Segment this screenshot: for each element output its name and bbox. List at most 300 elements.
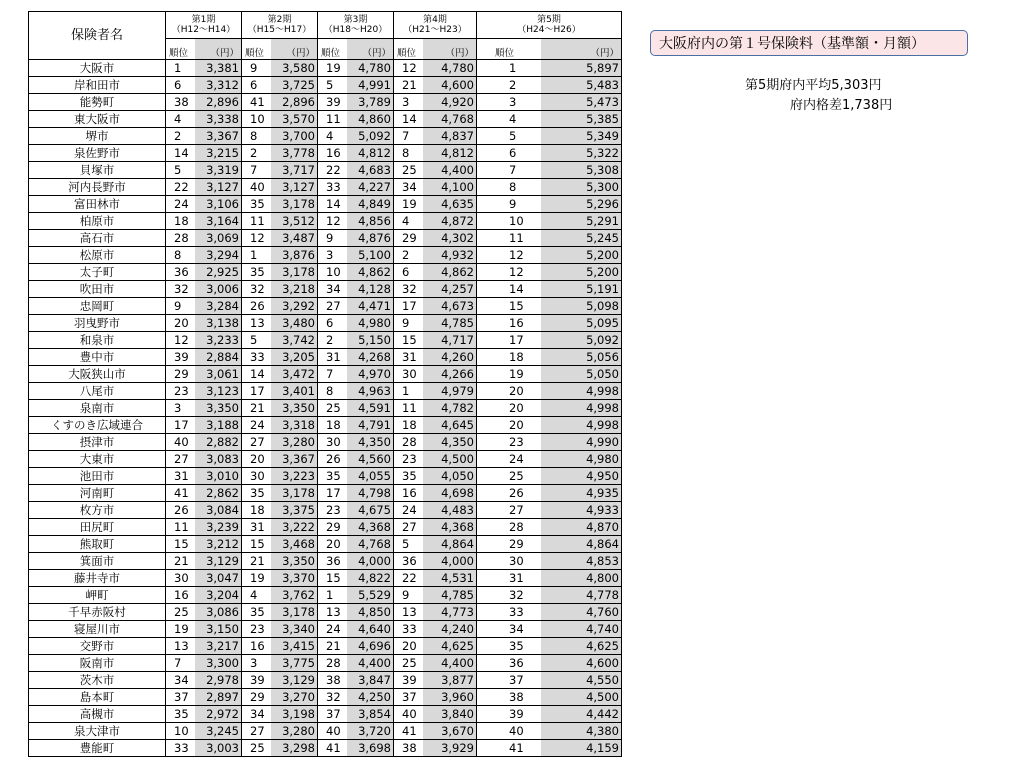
- p3-rank: 5: [318, 77, 347, 94]
- header-rank: 順位: [318, 39, 347, 60]
- table-row: [29, 519, 622, 536]
- p2-premium: 3,775: [271, 655, 318, 672]
- p4-rank: 24: [394, 502, 423, 519]
- p4-premium: 4,717: [423, 332, 477, 349]
- table-row: [29, 383, 622, 400]
- p5-rank: 26: [477, 485, 541, 502]
- p1-premium: 2,862: [195, 485, 242, 502]
- p5-premium: 4,998: [541, 400, 622, 417]
- p1-premium: 3,188: [195, 417, 242, 434]
- p3-rank: 12: [318, 213, 347, 230]
- p5-rank: 7: [477, 162, 541, 179]
- header-name: 保険者名: [29, 12, 166, 60]
- p3-premium: 4,970: [347, 366, 394, 383]
- p3-rank: 6: [318, 315, 347, 332]
- p4-rank: 33: [394, 621, 423, 638]
- table-row: [29, 247, 622, 264]
- p4-premium: 4,768: [423, 111, 477, 128]
- table-row: [29, 672, 622, 689]
- p3-rank: 20: [318, 536, 347, 553]
- p5-rank: 20: [477, 400, 541, 417]
- p2-rank: 39: [242, 672, 271, 689]
- p4-premium: 4,673: [423, 298, 477, 315]
- table-row: [29, 468, 622, 485]
- p5-premium: 5,050: [541, 366, 622, 383]
- insurer-name: 田尻町: [29, 519, 166, 536]
- p1-premium: 3,086: [195, 604, 242, 621]
- p2-premium: 3,725: [271, 77, 318, 94]
- p1-premium: 3,006: [195, 281, 242, 298]
- p2-premium: 3,178: [271, 264, 318, 281]
- p3-premium: 3,698: [347, 740, 394, 757]
- table-row: [29, 230, 622, 247]
- p4-rank: 27: [394, 519, 423, 536]
- insurer-name: 大阪市: [29, 60, 166, 77]
- p4-rank: 12: [394, 60, 423, 77]
- table-row: [29, 723, 622, 740]
- p5-rank: 41: [477, 740, 541, 757]
- p3-rank: 29: [318, 519, 347, 536]
- p2-rank: 15: [242, 536, 271, 553]
- p2-rank: 33: [242, 349, 271, 366]
- header-rank: 順位: [166, 39, 195, 60]
- p2-rank: 23: [242, 621, 271, 638]
- table-row: [29, 332, 622, 349]
- p5-premium: 5,483: [541, 77, 622, 94]
- p5-rank: 38: [477, 689, 541, 706]
- p1-premium: 2,882: [195, 434, 242, 451]
- p5-premium: 5,092: [541, 332, 622, 349]
- p3-rank: 15: [318, 570, 347, 587]
- p5-premium: 5,098: [541, 298, 622, 315]
- p1-rank: 33: [166, 740, 195, 757]
- insurer-name: 茨木市: [29, 672, 166, 689]
- p5-rank: 12: [477, 247, 541, 264]
- p1-rank: 14: [166, 145, 195, 162]
- p4-premium: 4,698: [423, 485, 477, 502]
- p2-premium: 3,570: [271, 111, 318, 128]
- p5-premium: 4,625: [541, 638, 622, 655]
- p5-rank: 31: [477, 570, 541, 587]
- insurer-name: 池田市: [29, 468, 166, 485]
- p4-premium: 4,864: [423, 536, 477, 553]
- p1-rank: 38: [166, 94, 195, 111]
- p4-premium: 4,483: [423, 502, 477, 519]
- insurer-name: 柏原市: [29, 213, 166, 230]
- table-row: [29, 94, 622, 111]
- p4-premium: 4,862: [423, 264, 477, 281]
- p3-premium: 4,876: [347, 230, 394, 247]
- p2-rank: 34: [242, 706, 271, 723]
- p4-rank: 6: [394, 264, 423, 281]
- p5-premium: 4,740: [541, 621, 622, 638]
- p2-premium: 3,415: [271, 638, 318, 655]
- p3-rank: 1: [318, 587, 347, 604]
- p3-rank: 14: [318, 196, 347, 213]
- p3-rank: 38: [318, 672, 347, 689]
- p5-rank: 32: [477, 587, 541, 604]
- p3-premium: 4,991: [347, 77, 394, 94]
- p3-rank: 22: [318, 162, 347, 179]
- p4-rank: 1: [394, 383, 423, 400]
- p4-premium: 4,979: [423, 383, 477, 400]
- p4-rank: 8: [394, 145, 423, 162]
- p3-rank: 41: [318, 740, 347, 757]
- p3-premium: 4,980: [347, 315, 394, 332]
- p4-premium: 4,400: [423, 655, 477, 672]
- table-row: [29, 689, 622, 706]
- chart-title-box: 大阪府内の第１号保険料（基準額・月額）: [650, 30, 968, 56]
- p2-premium: 3,468: [271, 536, 318, 553]
- p5-premium: 4,853: [541, 553, 622, 570]
- p3-rank: 7: [318, 366, 347, 383]
- table-row: [29, 213, 622, 230]
- p3-premium: 4,400: [347, 655, 394, 672]
- p5-premium: 4,380: [541, 723, 622, 740]
- p4-premium: 4,600: [423, 77, 477, 94]
- insurer-name: 豊中市: [29, 349, 166, 366]
- p3-rank: 3: [318, 247, 347, 264]
- p2-premium: 3,198: [271, 706, 318, 723]
- p4-rank: 30: [394, 366, 423, 383]
- p5-rank: 30: [477, 553, 541, 570]
- p4-premium: 4,368: [423, 519, 477, 536]
- p3-premium: 4,055: [347, 468, 394, 485]
- p2-premium: 2,896: [271, 94, 318, 111]
- p5-premium: 5,385: [541, 111, 622, 128]
- p3-premium: 4,268: [347, 349, 394, 366]
- p3-rank: 34: [318, 281, 347, 298]
- p1-premium: 3,245: [195, 723, 242, 740]
- p2-rank: 24: [242, 417, 271, 434]
- p1-rank: 31: [166, 468, 195, 485]
- p4-rank: 14: [394, 111, 423, 128]
- p5-rank: 11: [477, 230, 541, 247]
- table-row: [29, 485, 622, 502]
- p2-premium: 3,742: [271, 332, 318, 349]
- p5-premium: 5,296: [541, 196, 622, 213]
- p3-rank: 23: [318, 502, 347, 519]
- insurer-name: 箕面市: [29, 553, 166, 570]
- p3-premium: 4,849: [347, 196, 394, 213]
- p5-premium: 5,897: [541, 60, 622, 77]
- p2-premium: 3,178: [271, 196, 318, 213]
- p2-premium: 3,222: [271, 519, 318, 536]
- insurer-name: 寝屋川市: [29, 621, 166, 638]
- insurer-name: 東大阪市: [29, 111, 166, 128]
- p1-rank: 41: [166, 485, 195, 502]
- p5-rank: 1: [477, 60, 541, 77]
- p3-rank: 31: [318, 349, 347, 366]
- p3-premium: 4,822: [347, 570, 394, 587]
- insurer-name: 大阪狭山市: [29, 366, 166, 383]
- table-row: [29, 77, 622, 94]
- p4-premium: 4,260: [423, 349, 477, 366]
- p2-rank: 20: [242, 451, 271, 468]
- p3-premium: 3,854: [347, 706, 394, 723]
- p1-rank: 9: [166, 298, 195, 315]
- table-row: [29, 281, 622, 298]
- p5-premium: 4,800: [541, 570, 622, 587]
- p3-rank: 40: [318, 723, 347, 740]
- p5-rank: 40: [477, 723, 541, 740]
- p3-rank: 30: [318, 434, 347, 451]
- p3-premium: 4,227: [347, 179, 394, 196]
- p1-premium: 3,047: [195, 570, 242, 587]
- p1-premium: 2,896: [195, 94, 242, 111]
- p5-premium: 5,200: [541, 247, 622, 264]
- insurer-name: 泉大津市: [29, 723, 166, 740]
- table-row: [29, 60, 622, 77]
- p2-premium: 3,472: [271, 366, 318, 383]
- p1-premium: 2,978: [195, 672, 242, 689]
- p4-rank: 22: [394, 570, 423, 587]
- p4-premium: 3,960: [423, 689, 477, 706]
- p1-premium: 3,083: [195, 451, 242, 468]
- p3-premium: 4,250: [347, 689, 394, 706]
- p3-premium: 4,862: [347, 264, 394, 281]
- p2-premium: 3,178: [271, 604, 318, 621]
- premium-table: [28, 11, 622, 757]
- p4-premium: 3,877: [423, 672, 477, 689]
- p4-premium: 4,302: [423, 230, 477, 247]
- p3-rank: 18: [318, 417, 347, 434]
- p5-premium: 5,300: [541, 179, 622, 196]
- p2-premium: 3,778: [271, 145, 318, 162]
- p5-rank: 39: [477, 706, 541, 723]
- p3-premium: 4,780: [347, 60, 394, 77]
- insurer-name: 和泉市: [29, 332, 166, 349]
- p1-rank: 30: [166, 570, 195, 587]
- p1-premium: 3,123: [195, 383, 242, 400]
- p2-premium: 3,580: [271, 60, 318, 77]
- insurer-name: 藤井寺市: [29, 570, 166, 587]
- p1-rank: 28: [166, 230, 195, 247]
- p1-rank: 11: [166, 519, 195, 536]
- p5-premium: 4,864: [541, 536, 622, 553]
- table-row: [29, 145, 622, 162]
- p5-premium: 4,760: [541, 604, 622, 621]
- insurer-name: 貝塚市: [29, 162, 166, 179]
- p3-rank: 17: [318, 485, 347, 502]
- p5-premium: 4,159: [541, 740, 622, 757]
- p5-rank: 16: [477, 315, 541, 332]
- p3-premium: 5,100: [347, 247, 394, 264]
- p5-premium: 4,998: [541, 417, 622, 434]
- insurer-name: くすのき広域連合: [29, 417, 166, 434]
- p4-premium: 4,400: [423, 162, 477, 179]
- p1-premium: 3,061: [195, 366, 242, 383]
- p2-rank: 5: [242, 332, 271, 349]
- table-row: [29, 417, 622, 434]
- p4-premium: 4,050: [423, 468, 477, 485]
- p3-rank: 21: [318, 638, 347, 655]
- p2-premium: 3,127: [271, 179, 318, 196]
- p1-rank: 29: [166, 366, 195, 383]
- p5-rank: 36: [477, 655, 541, 672]
- p3-premium: 4,768: [347, 536, 394, 553]
- p3-rank: 25: [318, 400, 347, 417]
- p1-rank: 27: [166, 451, 195, 468]
- p3-rank: 24: [318, 621, 347, 638]
- p2-premium: 3,292: [271, 298, 318, 315]
- p1-premium: 3,217: [195, 638, 242, 655]
- p5-premium: 5,473: [541, 94, 622, 111]
- table-row: [29, 162, 622, 179]
- p4-premium: 3,840: [423, 706, 477, 723]
- p4-premium: 3,929: [423, 740, 477, 757]
- table-body: [29, 60, 622, 757]
- table-row: [29, 502, 622, 519]
- p4-rank: 18: [394, 417, 423, 434]
- p2-premium: 3,205: [271, 349, 318, 366]
- header-period-2: 第2期 （H15～H17）: [242, 12, 318, 39]
- p3-rank: 33: [318, 179, 347, 196]
- p1-premium: 3,204: [195, 587, 242, 604]
- p5-rank: 19: [477, 366, 541, 383]
- insurer-name: 豊能町: [29, 740, 166, 757]
- p5-rank: 37: [477, 672, 541, 689]
- p3-premium: 5,529: [347, 587, 394, 604]
- table-row: [29, 179, 622, 196]
- p3-premium: 4,560: [347, 451, 394, 468]
- p2-rank: 18: [242, 502, 271, 519]
- table-row: [29, 740, 622, 757]
- p3-premium: 5,150: [347, 332, 394, 349]
- p3-premium: 4,850: [347, 604, 394, 621]
- p4-premium: 4,785: [423, 587, 477, 604]
- p3-premium: 4,128: [347, 281, 394, 298]
- p3-premium: 4,683: [347, 162, 394, 179]
- p2-rank: 29: [242, 689, 271, 706]
- p5-rank: 2: [477, 77, 541, 94]
- header-yen: （円）: [423, 39, 477, 60]
- p4-premium: 4,350: [423, 434, 477, 451]
- p5-rank: 34: [477, 621, 541, 638]
- p3-premium: 4,791: [347, 417, 394, 434]
- p5-premium: 5,095: [541, 315, 622, 332]
- p1-premium: 3,084: [195, 502, 242, 519]
- p5-premium: 4,550: [541, 672, 622, 689]
- p4-rank: 4: [394, 213, 423, 230]
- p1-rank: 12: [166, 332, 195, 349]
- p3-premium: 3,720: [347, 723, 394, 740]
- header-rank: 順位: [394, 39, 423, 60]
- insurer-name: 羽曳野市: [29, 315, 166, 332]
- p5-rank: 12: [477, 264, 541, 281]
- insurer-name: 大東市: [29, 451, 166, 468]
- insurer-name: 岬町: [29, 587, 166, 604]
- p1-rank: 5: [166, 162, 195, 179]
- p2-premium: 3,270: [271, 689, 318, 706]
- p1-rank: 6: [166, 77, 195, 94]
- p3-premium: 4,471: [347, 298, 394, 315]
- p5-rank: 8: [477, 179, 541, 196]
- p1-premium: 3,312: [195, 77, 242, 94]
- p4-rank: 20: [394, 638, 423, 655]
- p2-rank: 4: [242, 587, 271, 604]
- p3-premium: 4,640: [347, 621, 394, 638]
- p2-premium: 3,318: [271, 417, 318, 434]
- p2-premium: 3,178: [271, 485, 318, 502]
- p4-rank: 7: [394, 128, 423, 145]
- p4-rank: 32: [394, 281, 423, 298]
- p4-premium: 4,920: [423, 94, 477, 111]
- p2-premium: 3,223: [271, 468, 318, 485]
- insurer-name: 阪南市: [29, 655, 166, 672]
- p2-rank: 35: [242, 485, 271, 502]
- insurer-name: 交野市: [29, 638, 166, 655]
- p5-rank: 15: [477, 298, 541, 315]
- p2-rank: 31: [242, 519, 271, 536]
- p5-rank: 20: [477, 417, 541, 434]
- p3-rank: 28: [318, 655, 347, 672]
- p3-premium: 4,856: [347, 213, 394, 230]
- p2-rank: 17: [242, 383, 271, 400]
- insurer-name: 泉南市: [29, 400, 166, 417]
- insurer-name: 高槻市: [29, 706, 166, 723]
- insurer-name: 熊取町: [29, 536, 166, 553]
- p1-premium: 3,212: [195, 536, 242, 553]
- p5-rank: 27: [477, 502, 541, 519]
- average-note: 第5期府内平均5,303円: [745, 78, 882, 93]
- p1-rank: 10: [166, 723, 195, 740]
- p3-premium: 4,675: [347, 502, 394, 519]
- p4-premium: 4,837: [423, 128, 477, 145]
- table-row: [29, 706, 622, 723]
- p5-premium: 4,778: [541, 587, 622, 604]
- p5-premium: 5,200: [541, 264, 622, 281]
- p2-rank: 19: [242, 570, 271, 587]
- p2-rank: 21: [242, 553, 271, 570]
- insurer-name: 島本町: [29, 689, 166, 706]
- p4-premium: 4,000: [423, 553, 477, 570]
- p2-rank: 3: [242, 655, 271, 672]
- p1-premium: 3,138: [195, 315, 242, 332]
- header-yen: （円）: [271, 39, 318, 60]
- p5-premium: 4,870: [541, 519, 622, 536]
- p1-rank: 3: [166, 400, 195, 417]
- table-row: [29, 451, 622, 468]
- p4-rank: 16: [394, 485, 423, 502]
- p4-premium: 4,500: [423, 451, 477, 468]
- p5-premium: 5,056: [541, 349, 622, 366]
- p5-premium: 5,291: [541, 213, 622, 230]
- p1-premium: 3,239: [195, 519, 242, 536]
- p1-rank: 26: [166, 502, 195, 519]
- p4-premium: 4,257: [423, 281, 477, 298]
- p2-rank: 30: [242, 468, 271, 485]
- table-row: [29, 400, 622, 417]
- p2-rank: 8: [242, 128, 271, 145]
- p1-rank: 40: [166, 434, 195, 451]
- p4-premium: 4,635: [423, 196, 477, 213]
- p2-premium: 3,487: [271, 230, 318, 247]
- p1-rank: 2: [166, 128, 195, 145]
- p4-rank: 11: [394, 400, 423, 417]
- p2-rank: 21: [242, 400, 271, 417]
- p2-rank: 2: [242, 145, 271, 162]
- p4-rank: 41: [394, 723, 423, 740]
- p4-premium: 4,531: [423, 570, 477, 587]
- p2-premium: 3,350: [271, 553, 318, 570]
- p1-premium: 3,294: [195, 247, 242, 264]
- p2-premium: 3,375: [271, 502, 318, 519]
- p4-premium: 4,812: [423, 145, 477, 162]
- p1-rank: 21: [166, 553, 195, 570]
- p2-premium: 3,129: [271, 672, 318, 689]
- insurer-name: 河内長野市: [29, 179, 166, 196]
